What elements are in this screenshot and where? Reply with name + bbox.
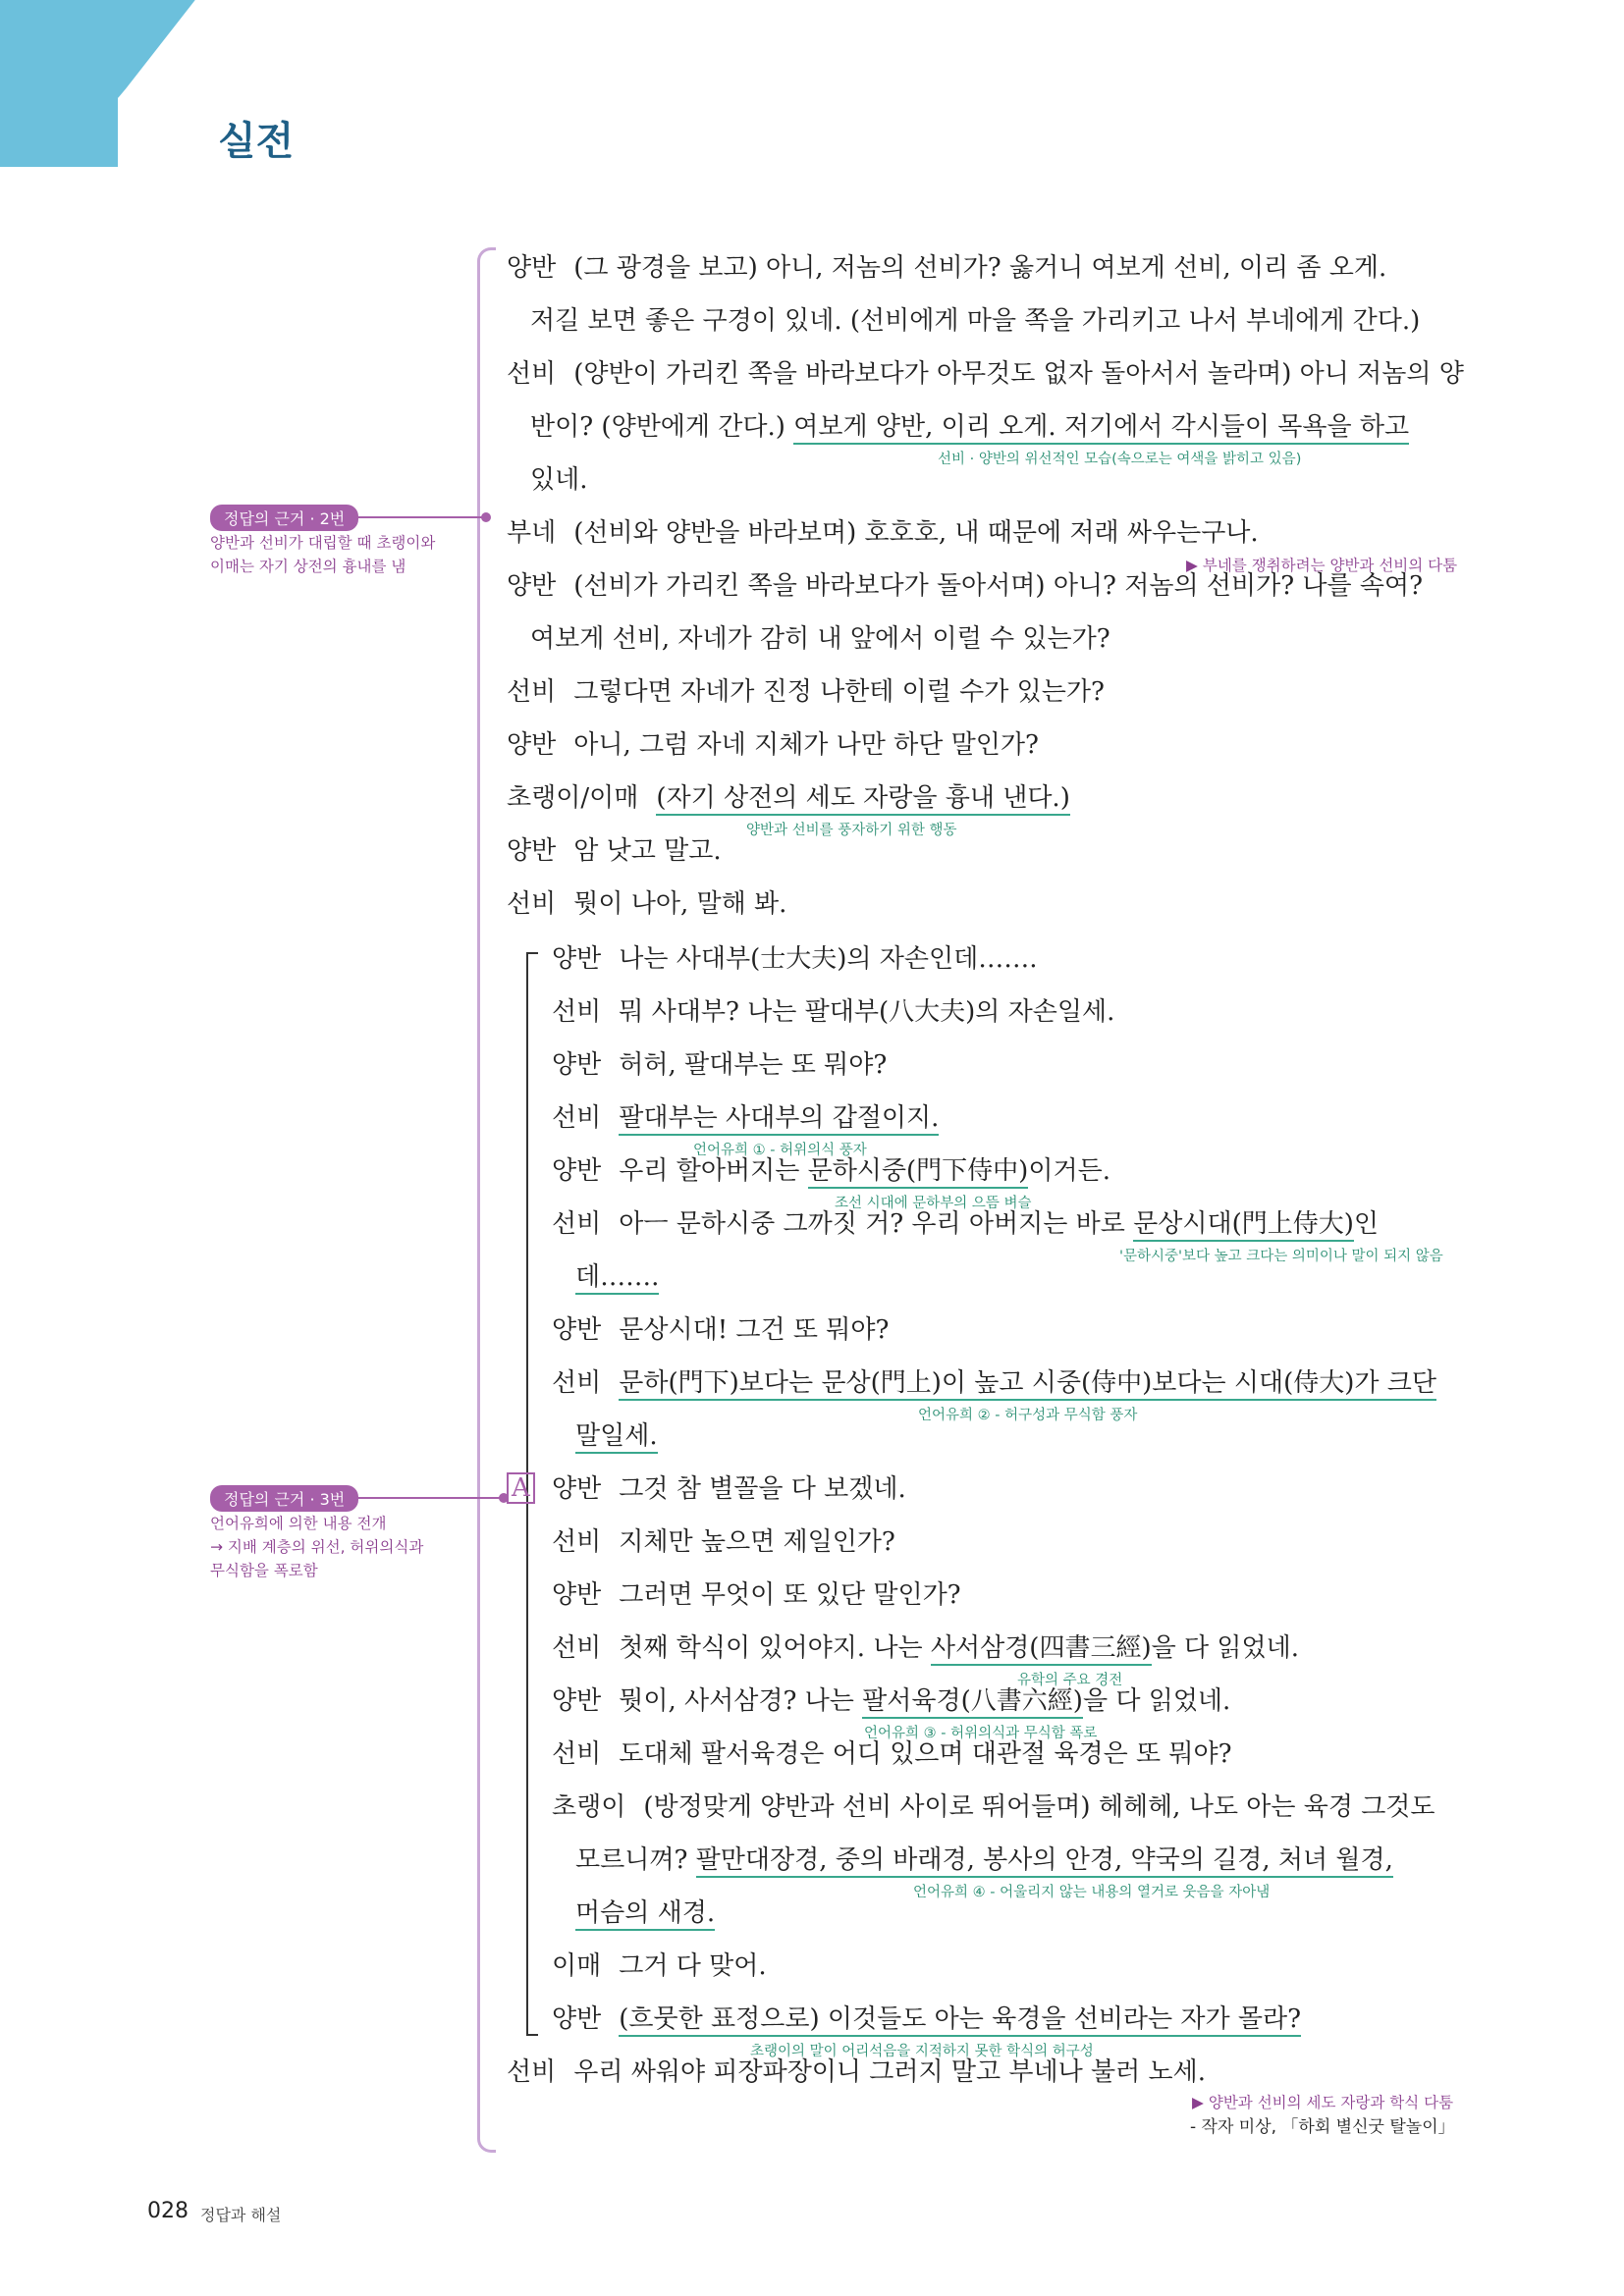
underlined-phrase: (자기 상전의 세도 자랑을 흉내 낸다.) [656, 783, 1070, 816]
script-line [507, 571, 1423, 601]
underlined-phrase: 사서삼경(四書三經) [931, 1633, 1152, 1666]
speaker: 선비 [552, 1103, 602, 1133]
dialogue: 첫째 학식이 있어야지. 나는 [619, 1633, 931, 1663]
gloss: 유학의 주요 경전 [1017, 1673, 1123, 1688]
dialogue: 우리 싸워야 피장파장이니 그러지 말고 부네나 불러 노세. [573, 2057, 1207, 2087]
speaker: 선비 [552, 1209, 602, 1239]
section-title: 실전 [218, 119, 295, 164]
dialogue: 문상시대! 그건 또 뭐야? [619, 1315, 890, 1345]
speaker: 양반 [552, 2004, 602, 2034]
speaker: 선비 [552, 1739, 602, 1769]
script-line [530, 412, 1409, 442]
gloss: 언어유희 ④ - 어울리지 않는 내용의 열거로 웃음을 자아냄 [913, 1885, 1271, 1900]
speaker: 양반 [507, 253, 557, 283]
script-line [507, 2057, 1206, 2087]
note-connector [346, 516, 483, 518]
dialogue: 이거든. [1028, 1156, 1110, 1186]
underlined-phrase: 여보게 양반, 이리 오게. 저기에서 각시들이 목욕을 하고 [793, 412, 1409, 445]
script-line [530, 306, 1420, 336]
dialogue: (방정맞게 양반과 선비 사이로 뛰어들며) 헤헤헤, 나도 아는 육경 그것도 [643, 1792, 1435, 1822]
section-badge-fill [0, 0, 118, 167]
speaker: 선비 [507, 677, 557, 707]
answer-basis-note-3-line2: → 지배 계층의 위선, 허위의식과 [210, 1538, 424, 1556]
dialogue: 저길 보면 좋은 구경이 있네. (선비에게 마을 쪽을 가리키고 나서 부네에게 간다.) [530, 306, 1421, 336]
answer-basis-note-2-line1: 양반과 선비가 대립할 때 초랭이와 [210, 534, 436, 552]
speaker: 선비 [552, 1633, 602, 1663]
dialogue: 뭐 사대부? 나는 팔대부(八大夫)의 자손일세. [619, 997, 1115, 1027]
speaker: 선비 [507, 359, 557, 389]
dialogue: 그것 참 별꼴을 다 보겠네. [619, 1474, 906, 1504]
script-line [552, 1209, 1379, 1239]
dialogue: 있네. [530, 465, 588, 495]
speaker: 양반 [552, 1686, 602, 1716]
speaker: 부네 [507, 518, 557, 548]
dialogue: 지체만 높으면 제일인가? [619, 1527, 895, 1557]
gloss: 언어유희 ② - 허구성과 무식함 풍자 [918, 1408, 1138, 1423]
dialogue: 뭣이, 사서삼경? 나는 [619, 1686, 863, 1716]
dialogue: 을 다 읽었네. [1082, 1686, 1231, 1716]
script-line [552, 1315, 889, 1345]
note-dot [481, 512, 491, 522]
speaker: 선비 [552, 1368, 602, 1398]
script-line [552, 1792, 1435, 1822]
script-line [552, 1633, 1299, 1663]
script-line [575, 1845, 1393, 1875]
dialogue: 여보게 선비, 자네가 감히 내 앞에서 이럴 수 있는가? [530, 624, 1110, 654]
passage-bracket [477, 247, 496, 2153]
speaker: 초랭이/이매 [507, 783, 639, 813]
script-line [507, 836, 722, 866]
scene-summary: ▶ 양반과 선비의 세도 자랑과 학식 다툼 [1192, 2094, 1454, 2111]
dialogue: 뭣이 나아, 말해 봐. [573, 889, 787, 919]
script-line [552, 944, 1037, 974]
script-line [507, 730, 1039, 760]
dialogue: (선비와 양반을 바라보며) 호호호, 내 때문에 저래 싸우는구나. [573, 518, 1259, 548]
script-line [552, 1103, 939, 1133]
gloss: 언어유희 ① - 허위의식 풍자 [693, 1143, 867, 1158]
dialogue: 모르니껴? [575, 1845, 696, 1875]
answer-basis-note-3-line1: 언어유희에 의한 내용 전개 [210, 1515, 387, 1532]
speaker: 양반 [552, 1315, 602, 1345]
answer-basis-note-2-line2: 이매는 자기 상전의 흉내를 냄 [210, 558, 406, 575]
speaker: 양반 [552, 1580, 602, 1610]
footer-label: 정답과 해설 [200, 2206, 282, 2224]
speaker: 초랭이 [552, 1792, 626, 1822]
script-line [575, 1262, 659, 1292]
dialogue: 허허, 팔대부는 또 뭐야? [619, 1050, 888, 1080]
marker-a: A [507, 1472, 535, 1504]
underlined-phrase: 팔서육경(八書六經) [862, 1686, 1083, 1719]
underlined-phrase: 데……. [575, 1262, 659, 1295]
gloss: 초랭이의 말이 어리석음을 지적하지 못한 학식의 허구성 [750, 2044, 1094, 2059]
page-number: 028 [147, 2199, 189, 2223]
dialogue: 인 [1353, 1209, 1380, 1239]
dialogue: 나는 사대부(士大夫)의 자손인데……. [619, 944, 1038, 974]
speaker: 선비 [507, 889, 557, 919]
script-line [552, 1739, 1232, 1769]
dialogue: 그거 다 맞어. [619, 1951, 767, 1981]
dialogue: 우리 할아버지는 [619, 1156, 808, 1186]
speaker: 양반 [507, 836, 557, 866]
speaker: 양반 [552, 1050, 602, 1080]
speaker: 양반 [552, 944, 602, 974]
underlined-phrase: 팔만대장경, 중의 바래경, 봉사의 안경, 약국의 길경, 처녀 월경, [696, 1845, 1393, 1878]
script-line [507, 253, 1386, 283]
speaker: 양반 [507, 730, 557, 760]
answer-basis-tag-3: 정답의 근거 · 3번 [210, 1485, 358, 1512]
gloss: 양반과 선비를 풍자하기 위한 행동 [746, 823, 957, 838]
scene-summary: ▶ 부네를 쟁취하려는 양반과 선비의 다툼 [1186, 557, 1458, 574]
script-line [552, 1951, 767, 1981]
script-line [552, 1050, 887, 1080]
script-line [552, 2004, 1301, 2034]
script-line [530, 624, 1110, 654]
speaker: 선비 [552, 1527, 602, 1557]
script-line [552, 1580, 961, 1610]
section-number: I [147, 80, 180, 173]
underlined-phrase: (흐뭇한 표정으로) 이것들도 아는 육경을 선비라는 자가 몰라? [619, 2004, 1301, 2037]
dialogue: 암 낫고 말고. [573, 836, 722, 866]
script-line [530, 465, 588, 495]
underlined-phrase: 팔대부는 사대부의 갑절이지. [619, 1103, 939, 1136]
script-line [552, 1527, 895, 1557]
dialogue: (그 광경을 보고) 아니, 저놈의 선비가? 옳거니 여보게 선비, 이리 좀 오게. [573, 253, 1387, 283]
dialogue: 아니, 그럼 자네 지체가 나만 하단 말인가? [573, 730, 1039, 760]
note-connector [346, 1497, 503, 1499]
script-line [552, 1156, 1110, 1186]
speaker: 양반 [507, 571, 557, 601]
dialogue: (양반이 가리킨 쪽을 바라보다가 아무것도 없자 돌아서서 놀라며) 아니 저놈의 양 [573, 359, 1464, 389]
script-line [507, 783, 1070, 813]
speaker: 선비 [552, 997, 602, 1027]
script-line [552, 997, 1114, 1027]
answer-basis-tag-2: 정답의 근거 · 2번 [210, 505, 358, 531]
speaker: 선비 [507, 2057, 557, 2087]
speaker: 양반 [552, 1156, 602, 1186]
script-line [507, 889, 786, 919]
script-line [507, 359, 1464, 389]
source-citation: - 작자 미상, 「하회 별신굿 탈놀이」 [1190, 2117, 1455, 2137]
script-line [552, 1474, 906, 1504]
speaker: 양반 [552, 1474, 602, 1504]
underlined-phrase: 말일세. [575, 1421, 658, 1454]
underlined-phrase: 머슴의 새경. [575, 1898, 715, 1931]
dialogue: (선비가 가리킨 쪽을 바라보다가 돌아서며) 아니? 저놈의 선비가? 나를 속여? [573, 571, 1424, 601]
dialogue: 그렇다면 자네가 진정 나한테 이럴 수가 있는가? [573, 677, 1105, 707]
dialogue: 아ㅡ 문하시중 그까짓 거? 우리 아버지는 바로 [619, 1209, 1134, 1239]
gloss: 조선 시대에 문하부의 으뜸 벼슬 [835, 1196, 1032, 1211]
gloss: 언어유희 ③ - 허위의식과 무식함 폭로 [864, 1726, 1098, 1741]
dialogue: 반이? (양반에게 간다.) [530, 412, 794, 442]
dialogue: 을 다 읽었네. [1151, 1633, 1299, 1663]
script-line [575, 1421, 658, 1451]
script-line [552, 1686, 1230, 1716]
dialogue: 도대체 팔서육경은 어디 있으며 대관절 육경은 또 뭐야? [619, 1739, 1232, 1769]
script-line [575, 1898, 715, 1928]
underlined-phrase: 문하시중(門下侍中) [808, 1156, 1029, 1189]
gloss: '문하시중'보다 높고 크다는 의미이나 말이 되지 않음 [1119, 1249, 1443, 1264]
gloss: 선비 · 양반의 위선적인 모습(속으로는 여색을 밝히고 있음) [938, 452, 1302, 467]
answer-basis-note-3-line3: 무식함을 폭로함 [210, 1562, 318, 1579]
underlined-phrase: 문하(門下)보다는 문상(門上)이 높고 시중(侍中)보다는 시대(侍大)가 크단 [619, 1368, 1436, 1401]
script-line [552, 1368, 1436, 1398]
script-line [507, 518, 1259, 548]
speaker: 이매 [552, 1951, 602, 1981]
dialogue: 그러면 무엇이 또 있단 말인가? [619, 1580, 961, 1610]
script-line [507, 677, 1105, 707]
underlined-phrase: 문상시대(門上侍大) [1133, 1209, 1354, 1242]
